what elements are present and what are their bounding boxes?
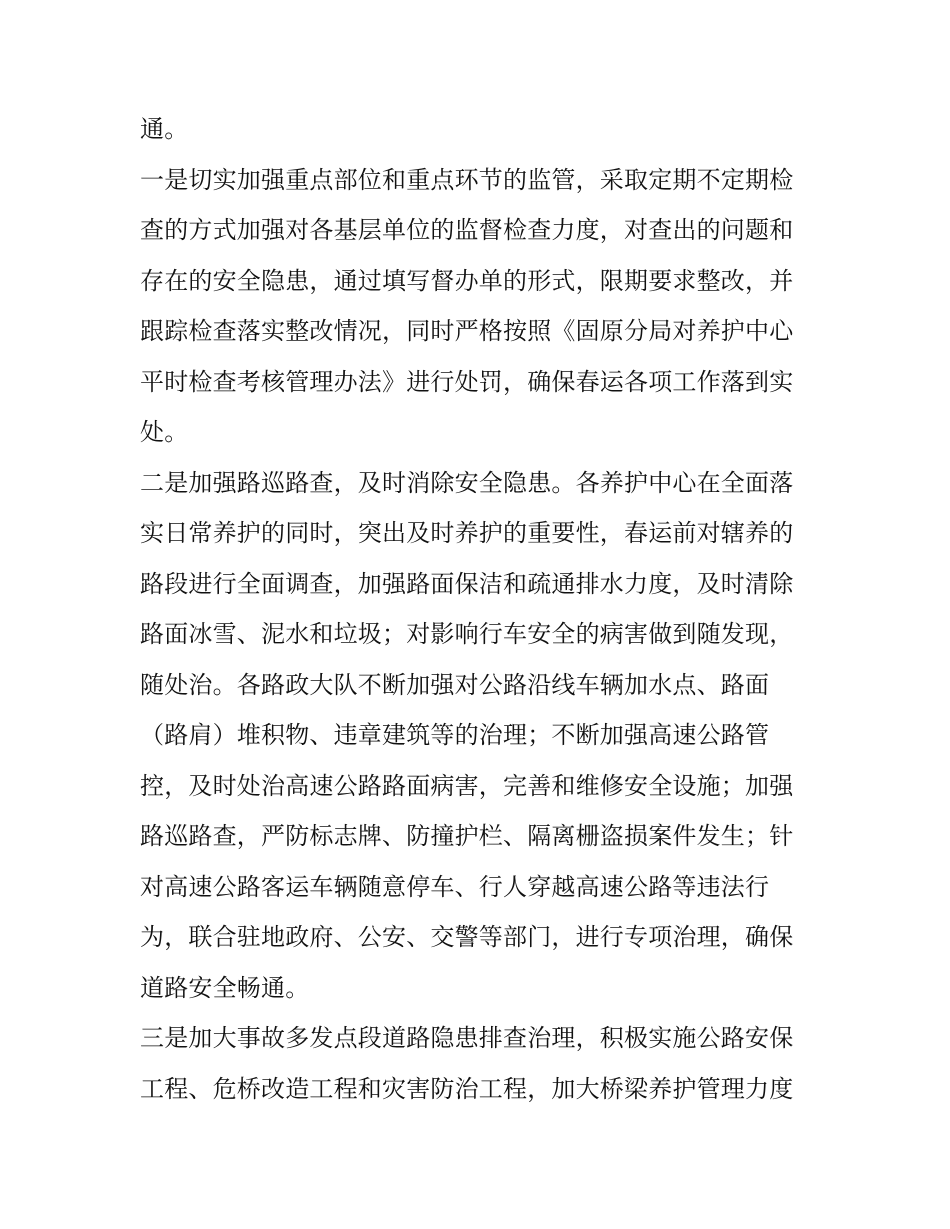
text-line: （路肩）堆积物、违章建筑等的治理；不断加强高速公路管 (140, 721, 770, 749)
text-line: 路巡路查，严防标志牌、防撞护栏、隔离栅盗损案件发生；针 (140, 822, 794, 850)
text-line: 查的方式加强对各基层单位的监督检查力度，对查出的问题和 (140, 216, 794, 244)
text-line: 跟踪检查落实整改情况，同时严格按照《固原分局对养护中心 (140, 317, 794, 345)
text-line: 为，联合驻地政府、公安、交警等部门，进行专项治理，确保 (140, 923, 794, 951)
text-line: 路段进行全面调查，加强路面保洁和疏通排水力度，及时清除 (140, 569, 794, 598)
text-line: 路面冰雪、泥水和垃圾；对影响行车安全的病害做到随发现， (140, 620, 794, 648)
text-line: 二是加强路巡路查，及时消除安全隐患。各养护中心在全面落 (140, 468, 794, 497)
text-line: 对高速公路客运车辆随意停车、行人穿越高速公路等违法行 (140, 872, 770, 901)
text-line: 工程、危桥改造工程和灾害防治工程，加大桥梁养护管理力度 (140, 1074, 794, 1103)
text-line: 一是切实加强重点部位和重点环节的监管，采取定期不定期检 (140, 165, 794, 194)
text-line: 处。 (140, 418, 189, 446)
document-body (140, 104, 820, 1114)
text-line: 控，及时处治高速公路路面病害，完善和维修安全设施；加强 (140, 771, 794, 800)
text-line: 道路安全畅通。 (140, 973, 310, 1002)
text-line: 随处治。各路政大队不断加强对公路沿线车辆加水点、路面 (140, 670, 770, 699)
text-line: 存在的安全隐患，通过填写督办单的形式，限期要求整改，并 (140, 266, 794, 295)
text-line: 三是加大事故多发点段道路隐患排查治理，积极实施公路安保 (140, 1024, 794, 1052)
text-line: 通。 (140, 115, 189, 143)
text-line: 实日常养护的同时，突出及时养护的重要性，春运前对辖养的 (140, 519, 794, 547)
text-line: 平时检查考核管理办法》进行处罚，确保春运各项工作落到实 (140, 367, 794, 396)
